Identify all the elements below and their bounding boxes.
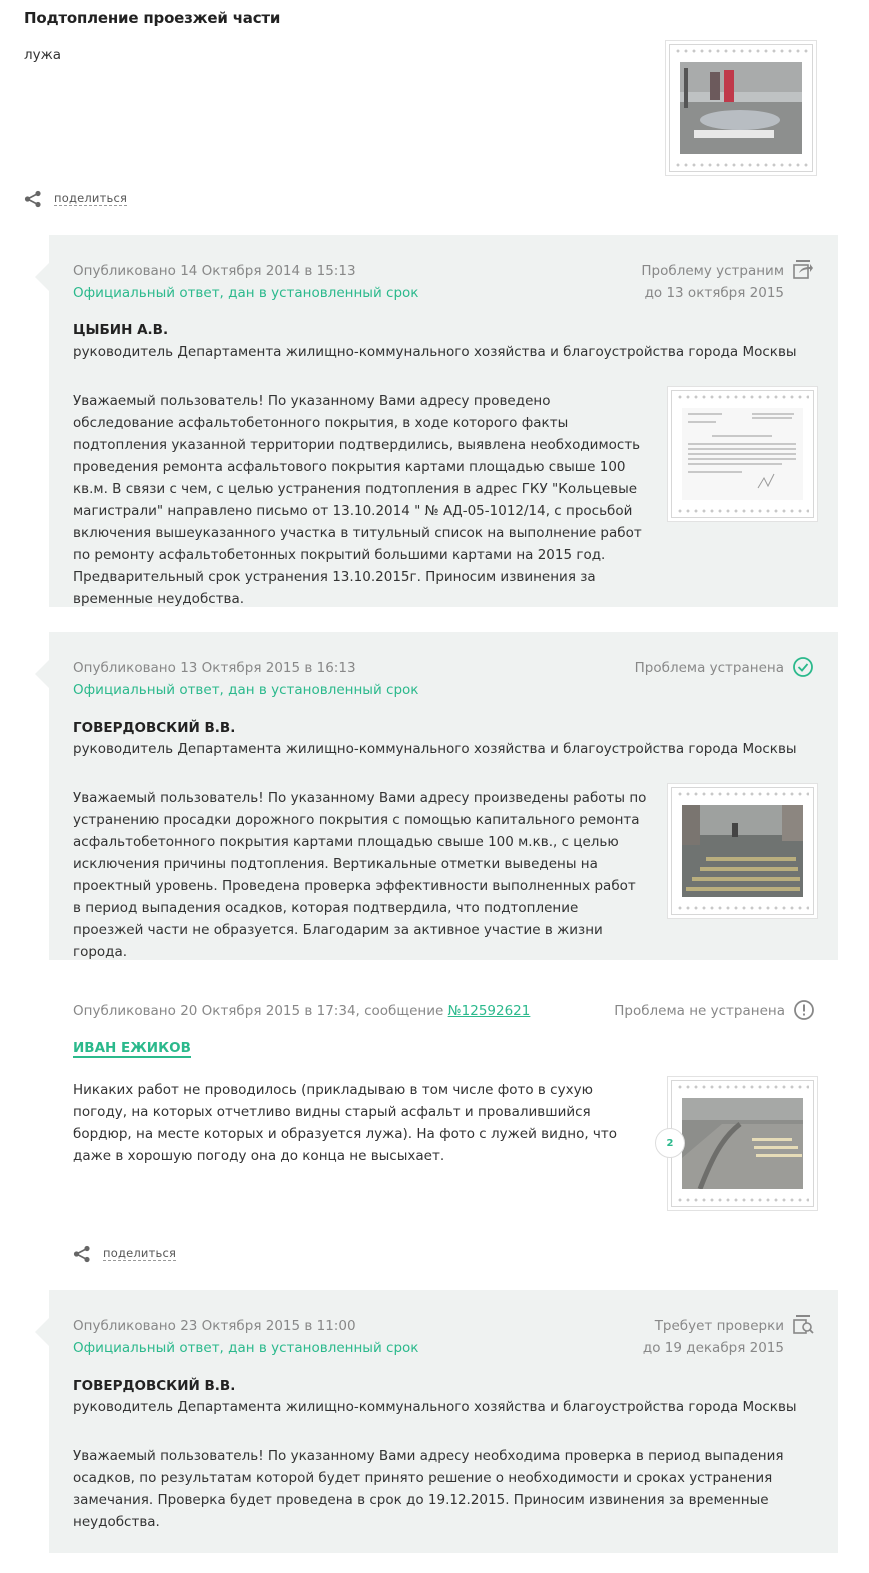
status-label: Требует проверки <box>654 1318 784 1334</box>
status-deadline: до 19 декабря 2015 <box>642 1340 784 1356</box>
published-date: Опубликовано 20 Октября 2015 в 17:34, сообщение <box>73 1003 444 1019</box>
dry-road-image <box>682 1098 803 1189</box>
user-message-text: Никаких работ не проводилось (прикладываю в том числе фото в сухую погоду, на которых отчетливо видны старый асфальт и провалившийся бордюр, на месте которых и образуется лужа). На фото с лужей видно, что даже в хорошую погоду она до конца не высыхает. <box>73 1082 618 1164</box>
share-icon <box>73 1245 91 1263</box>
response-text: Уважаемый пользователь! По указанному Вами адресу необходима проверка в период выпадения осадков, по результатам которой будет принято решение о необходимости и сроках устранения замечания. Проверка будет проведена в срок до 19.12.2015. Приносим извинения за временные неудобства. <box>73 1448 784 1530</box>
status-text <box>641 260 784 304</box>
user-name-link[interactable]: ИВАН ЕЖИКОВ <box>73 1040 191 1056</box>
author-name: ГОВЕРДОВСКИЙ В.В. <box>73 720 236 736</box>
share-link[interactable]: поделиться <box>103 1246 177 1260</box>
share-block[interactable] <box>24 190 127 208</box>
official-answer-label: Официальный ответ, дан в установленный срок <box>73 1340 419 1356</box>
share-arrow-icon <box>792 259 814 281</box>
completed-work-photo[interactable] <box>671 787 814 915</box>
check-circle-icon <box>792 656 814 678</box>
photo-count-badge[interactable]: 2 <box>655 1128 685 1158</box>
status-text <box>643 1315 784 1359</box>
response-text: Уважаемый пользователь! По указанному Вами адресу произведены работы по устранению просадки дорожного покрытия с помощью капитального ремонта асфальтобетонного покрытия картами площадью свыше 100 м.кв., с целью исключения причины подтопления. Вертикальные отметки выведены на проектный уровень. Проведена проверка эффективности выполненных работ в период выпадения осадков, которая подтвердила, что подтопление проезжей части не образуется. Благодарим за активное участие в жизни города. <box>73 790 647 960</box>
official-response-card <box>49 1290 838 1553</box>
published-date: Опубликовано 23 Октября 2015 в 11:00 <box>73 1318 356 1334</box>
published-date: Опубликовано 14 Октября 2014 в 15:13 <box>73 263 356 279</box>
author-name: ЦЫБИН А.В. <box>73 322 169 338</box>
official-answer-label: Официальный ответ, дан в установленный срок <box>73 682 419 698</box>
document-photo[interactable] <box>671 390 814 518</box>
official-answer-label: Официальный ответ, дан в установленный срок <box>73 285 419 301</box>
author-position: руководитель Департамента жилищно-коммунального хозяйства и благоустройства города Москвы <box>73 741 797 757</box>
user-message-published <box>73 1003 530 1019</box>
message-number-link[interactable]: №12592621 <box>447 1003 531 1019</box>
user-status-text: Проблема не устранена <box>614 1003 785 1019</box>
problem-photo[interactable] <box>669 44 813 172</box>
response-text: Уважаемый пользователь! По указанному Вами адресу проведено обследование асфальтобетонного покрытия, в ходе которого факты подтопления указанной территории подтвердились, выявлена необходимость проведения ремонта асфальтового покрытия картами площадью свыше 100 кв.м. В связи с чем, с целью устранения подтопления в адрес ГКУ "Кольцевые магистрали" направлено письмо от 13.10.2014 " № АД-05-1012/14, с просьбой включения вышеуказанного участка в титульный список на выполнение работ по ремонту асфальтобетонных покрытий большими картами на 2015 год. Предварительный срок устранения 13.10.2015г. Приносим извинения за временные неудобства. <box>73 393 642 607</box>
status-label: Проблема устранена <box>634 660 784 676</box>
magnifier-icon <box>792 1314 814 1336</box>
share-block[interactable] <box>73 1245 176 1263</box>
published-date: Опубликовано 13 Октября 2015 в 16:13 <box>73 660 356 676</box>
status-label: Проблему устраним <box>641 263 784 279</box>
author-position: руководитель Департамента жилищно-коммунального хозяйства и благоустройства города Москвы <box>73 1399 797 1415</box>
problem-description: лужа <box>24 47 62 63</box>
share-link[interactable]: поделиться <box>54 191 128 205</box>
status-text <box>635 657 784 679</box>
exclamation-circle-icon <box>793 999 815 1021</box>
status-deadline: до 13 октября 2015 <box>644 285 784 301</box>
repaired-road-image <box>682 805 803 897</box>
share-icon <box>24 190 42 208</box>
user-photo[interactable] <box>671 1080 814 1207</box>
street-puddle-image <box>680 62 802 154</box>
author-position: руководитель Департамента жилищно-коммунального хозяйства и благоустройства города Москвы <box>73 344 797 360</box>
author-name: ГОВЕРДОВСКИЙ В.В. <box>73 1378 236 1394</box>
document-scan-image <box>682 408 803 500</box>
official-response-card <box>49 632 838 960</box>
problem-title: Подтопление проезжей части <box>24 9 281 27</box>
official-response-card <box>49 235 838 607</box>
